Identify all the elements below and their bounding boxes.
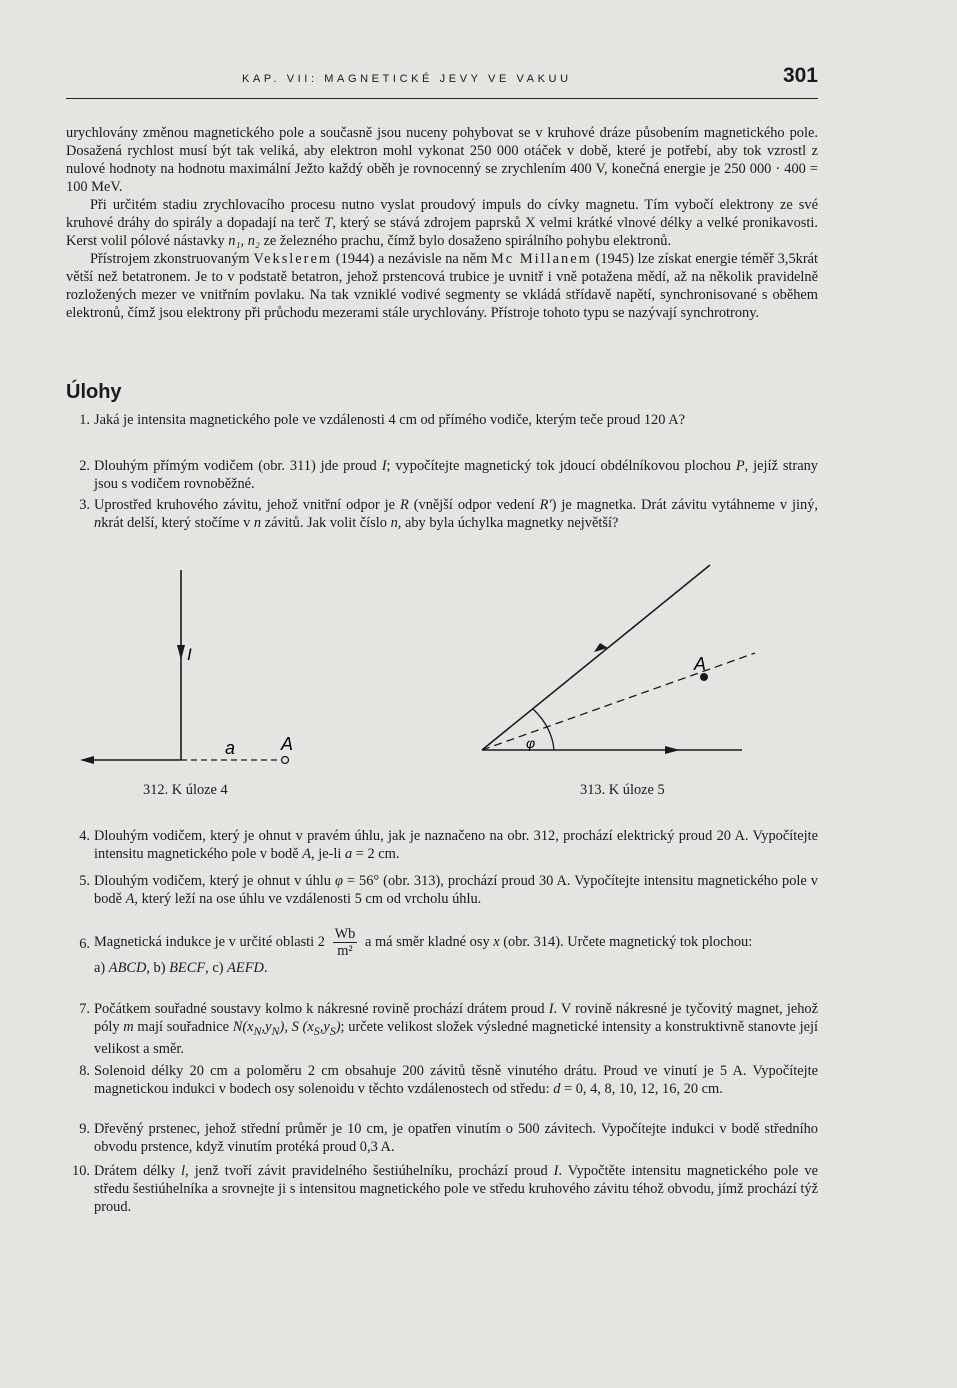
task-6: 6. Magnetická indukce je v určité oblasti 2 $\frac{Wb}{\text{m²}}$ a má směr kladné osy x (obr. 314). Určete magnetický tok plochou: a) ABCD, b) BECF, c) AEFD. [79, 926, 753, 976]
intro-paragraph-1: urychlovány změnou magnetického pole a současně jsou nuceny pohybovat se v kruhové dráze působením magnetického pole. Dosažená rychlost musí být tak veliká, aby elektron mohl vykonat 250 000 otáček v době, které je potřebí, aby tok vzrostl z nulové hodnoty na hodnotu maximální Ježto každý oběh je rovnocenný se zrychlením 400 V, konečná energie je 250 000 · 400 = 100 MeV. [66, 125, 818, 195]
task-7: 7. Počátkem souřadné soustavy kolmo k nákresné rovině prochází drátem proud I. V rovině nákresné je tyčovitý magnet, jehož póly m mají souřadnice $N(x_N,y_N)$, S $(x_S,y_S)$; určete velikost složek výsledné magnetické intensity a konstruktivně stanovte její velikost a směr. [79, 1001, 818, 1057]
task-2: 2. Dlouhým přímým vodičem (obr. 311) jde proud I; vypočítejte magnetický tok jdoucí obdélníkovou plochou P, jejíž strany jsou s vodičem rovnoběžné. [79, 458, 818, 492]
running-head: KAP. VII: MAGNETICKÉ JEVY VE VAKUU [242, 73, 572, 85]
caption-312: 312. K úloze 4 [143, 782, 228, 798]
figure-313 [470, 555, 770, 765]
fig313-label-phi: φ [526, 735, 536, 751]
intro-text [66, 124, 818, 322]
fig312-arrow-down [177, 645, 185, 660]
fig312-label-I: I [187, 645, 192, 664]
fig312-point-A [282, 757, 289, 764]
intro-paragraph-2: Při určitém stadiu zrychlovacího procesu nutno vyslat proudový impuls do cívky magnetu. Tím vybočí elektrony ze své kruhové dráhy do spirály a dopadají na terč T, který se stává zdrojem paprsků X velmi krátké vlnové délky a velké pronikavosti. Kerst volil pólové nástavky n₁, n₂ ze železného prachu, čímž bylo dosaženo spirálního pohybu elektronů. [66, 197, 818, 249]
flux-density-unit: $\frac{Wb}{\text{m²}}$ [334, 926, 356, 959]
section-title: Úlohy [66, 381, 122, 403]
caption-313: 313. K úloze 5 [580, 782, 665, 798]
page-header [66, 62, 818, 99]
task-9: 9. Dřevěný prstenec, jehož střední průměr je 10 cm, je opatřen vinutím o 500 závitech. Vypočítejte indukci v bodě středního obvodu prstence, když vinutím protéká proud 0,3 A. [79, 1121, 818, 1155]
fig312-label-a: a [225, 738, 236, 758]
fig313-bisector [482, 653, 755, 750]
fig313-label-A: A [694, 654, 707, 674]
task-4: 4. Dlouhým vodičem, který je ohnut v pravém úhlu, jak je naznačeno na obr. 312, prochází elektrický proud 20 A. Vypočítejte intensitu magnetického pole v bodě A, je-li a = 2 cm. [79, 828, 818, 862]
task-8: 8. Solenoid délky 20 cm a poloměru 2 cm obsahuje 200 závitů těsně vinutého drátu. Proud ve vinutí je 5 A. Vypočítejte magnetickou indukci v bodech osy solenoidu v těchto vzdálenostech od středu: d = 0, 4, 8, 10, 12, 16, 20 cm. [79, 1063, 818, 1097]
intro-paragraph-3: Přístrojem zkonstruovaným Vekslerem (1944) a nezávisle na něm Mc Millanem (1945) lze získat energie téměř 3,5krát větší než betatronem. Je to v podstatě betatron, jehož prstencová trubice je uvnitř i vně potažena mědí, až na několik pravidelně rozložených mezer ve vnitřním povlaku. Na tak vzniklé vodivé segmenty se vkládá střídavě napětí, synchronisované s oběhem elektronů, čímž jsou elektrony při průchodu mezerami stále urychlovány. Přístroje tohoto typu se nazývají synchrotrony. [66, 251, 819, 321]
task-5: 5. Dlouhým vodičem, který je ohnut v úhlu φ = 56° (obr. 313), prochází proud 30 A. Vypočítejte intensitu magnetického pole v bodě A, který leží na ose úhlu ve vzdálenosti 5 cm od vrcholu úhlu. [79, 873, 819, 907]
fig313-angle-arc [533, 709, 554, 750]
task-3: 3. Uprostřed kruhového závitu, jehož vnitřní odpor je R (vnější odpor vedení R′) je magnetka. Drát závitu vytáhneme v jiný, nkrát delší, který stočíme v n závitů. Jak volit číslo n, aby byla úchylka magnetky největší? [79, 497, 818, 531]
fig313-point-A [700, 673, 708, 681]
task-1: 1. Jaká je intensita magnetického pole ve vzdálenosti 4 cm od přímého vodiče, kterým teče proud 120 A? [79, 412, 686, 428]
task-10: 10. Drátem délky l, jenž tvoří závit pravidelného šestiúhelníku, prochází proud I. Vypočtěte intensitu magnetického pole ve středu šestiúhelníka a srovnejte ji s intensitou magnetického pole ve středu kruhového závitu téhož obvodu, jímž prochází týž proud. [72, 1163, 818, 1215]
fig313-arrow-down-left [594, 643, 608, 652]
fig312-label-A: A [281, 734, 294, 754]
fig313-inclined-wire [482, 565, 710, 750]
page-number: 301 [782, 64, 818, 87]
fig312-arrow-left [80, 756, 94, 764]
figure-312 [70, 565, 330, 775]
fig313-arrow-right [665, 746, 680, 754]
